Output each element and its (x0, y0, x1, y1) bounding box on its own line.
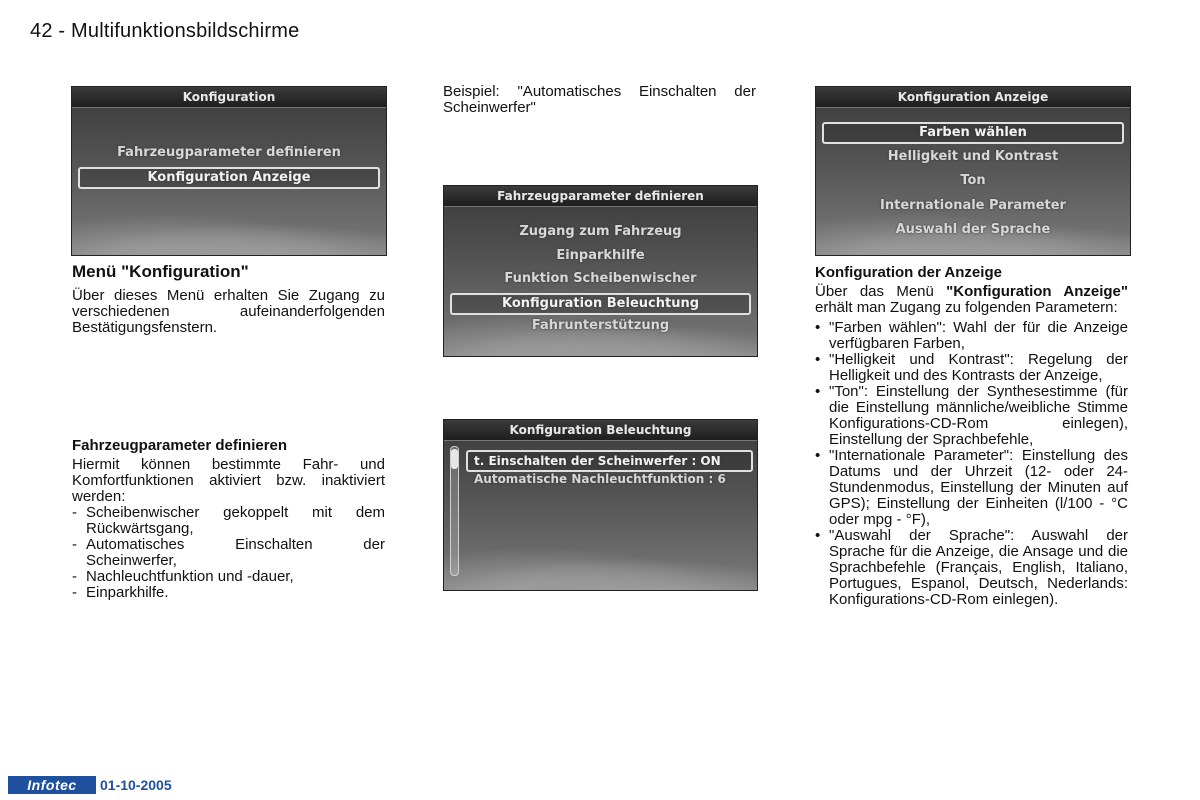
paragraph-menu-konfiguration: Über dieses Menü erhalten Sie Zugang zu verschiedenen aufeinanderfolgenden Bestätigungsfenstern. (72, 287, 385, 336)
menu-item-einparkhilfe[interactable]: Einparkhilfe (556, 248, 645, 263)
option-einschalten-scheinwerfer[interactable]: t. Einschalten der Scheinwerfer : ON (466, 450, 753, 472)
list-item: - Automatisches Einschalten der Scheinwerfer, (72, 537, 385, 569)
screen-title: Fahrzeugparameter definieren (444, 186, 757, 207)
paragraph-konfiguration-anzeige (815, 284, 1128, 316)
heading-konfiguration-anzeige: Konfiguration der Anzeige (815, 264, 1002, 281)
column-3 (815, 265, 1128, 608)
menu-item-farben[interactable]: Farben wählen (822, 122, 1124, 144)
anzeige-parameter-list (815, 320, 1128, 608)
example-caption (443, 84, 756, 116)
intro-post: erhält man Zugang zu folgenden Parametern: (815, 299, 1118, 316)
screen-title: Konfiguration (72, 87, 386, 108)
list-item: • "Helligkeit und Kontrast": Regelung der Helligkeit und des Kontrasts der Anzeige, (815, 352, 1128, 384)
scrollbar[interactable] (450, 446, 459, 576)
screen-fahrzeugparameter (443, 185, 758, 357)
menu-item-helligkeit[interactable]: Helligkeit und Kontrast (887, 149, 1059, 164)
infotec-logo: Infotec (8, 776, 96, 794)
screen-anzeige (815, 86, 1131, 256)
page-title: 42 - Multifunktionsbildschirme (30, 20, 300, 42)
list-item: • "Ton": Einstellung der Synthesestimme (für die Einstellung männliche/weibliche Stimme Konfigurations-CD-Rom einlegen), Einstellung der Sprachbefehle, (815, 384, 1128, 448)
footer-date: 01-10-2005 (100, 777, 172, 793)
heading-fahrzeugparameter: Fahrzeugparameter definieren (72, 437, 288, 454)
list-item: • "Auswahl der Sprache": Auswahl der Sprache für die Anzeige, die Ansage und die Sprachbefehle (Français, English, Italiano, Portugues, Espanol, Deutsch, Nederlands: Konfigurations-CD-Rom einlegen). (815, 528, 1128, 608)
screen-title: Konfiguration Anzeige (816, 87, 1130, 108)
menu-item-scheibenwischer[interactable]: Funktion Scheibenwischer (504, 271, 697, 286)
menu-item-fahrzeugparameter[interactable]: Fahrzeugparameter definieren (117, 145, 341, 160)
screen-beleuchtung (443, 419, 758, 591)
intro-pre: Über das Menü (815, 283, 947, 300)
screen-title: Konfiguration Beleuchtung (444, 420, 757, 441)
menu-item-ton[interactable]: Ton (960, 173, 986, 188)
list-item: - Scheibenwischer gekoppelt mit dem Rückwärtsgang, (72, 505, 385, 537)
column-1 (72, 264, 385, 336)
menu-item-konfiguration-beleuchtung[interactable]: Konfiguration Beleuchtung (450, 293, 751, 315)
menu-item-internationale-parameter[interactable]: Internationale Parameter (880, 198, 1066, 213)
fahrzeugparameter-list (72, 505, 385, 601)
list-item: • "Farben wählen": Wahl der für die Anzeige verfügbaren Farben, (815, 320, 1128, 352)
menu-item-sprache[interactable]: Auswahl der Sprache (895, 222, 1051, 237)
example-text: Beispiel: "Automatisches Einschalten der Scheinwerfer" (443, 83, 756, 116)
list-item: • "Internationale Parameter": Einstellung des Datums und der Uhrzeit (12- oder 24-Stundenmodus, Einstellung der Minuten auf GPS); Einstellung der Einheiten (l/100 - °C oder mpg - °F), (815, 448, 1128, 528)
screen-konfiguration (71, 86, 387, 256)
option-nachleuchtfunktion[interactable]: Automatische Nachleuchtfunktion : 6 (474, 472, 726, 486)
heading-menu-konfiguration: Menü "Konfiguration" (72, 262, 249, 281)
list-item: - Nachleuchtfunktion und -dauer, (72, 569, 385, 585)
column-1-section (72, 438, 385, 601)
menu-item-zugang[interactable]: Zugang zum Fahrzeug (519, 224, 682, 239)
list-item: - Einparkhilfe. (72, 585, 385, 601)
intro-bold: "Konfiguration Anzeige" (946, 283, 1128, 300)
menu-item-fahrunterstuetzung[interactable]: Fahrunterstützung (531, 318, 670, 333)
paragraph-fahrzeugparameter: Hiermit können bestimmte Fahr- und Komfortfunktionen aktiviert bzw. inaktiviert werden: (72, 456, 385, 505)
scroll-thumb[interactable] (451, 449, 458, 469)
menu-item-konfiguration-anzeige[interactable]: Konfiguration Anzeige (78, 167, 380, 189)
